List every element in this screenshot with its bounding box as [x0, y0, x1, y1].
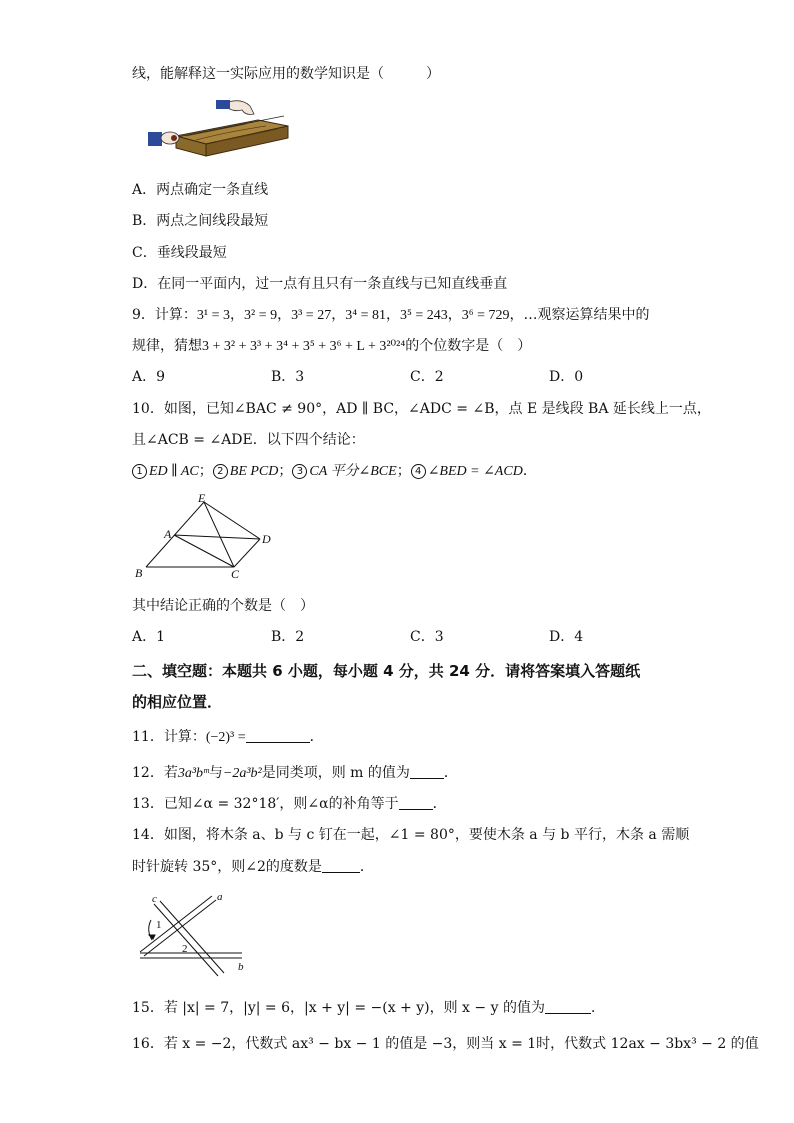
q10-geometry-figure: [130, 492, 280, 584]
stick-label-c: c: [152, 893, 157, 905]
q9-prefix: 9．计算：: [132, 307, 197, 323]
q12-post: 是同类项，则 m 的值为: [261, 765, 410, 781]
label-A: A: [164, 527, 172, 541]
q14-sticks-figure: [132, 890, 252, 980]
q12-term-2: −2a³b²: [222, 766, 262, 781]
q10-option-b: B．2: [271, 629, 305, 645]
q10-option-d: D．4: [549, 629, 584, 645]
q9-option-c: C．2: [410, 369, 444, 385]
q10-conclusion-3: CA 平分∠BCE: [309, 464, 397, 479]
q14-line2: [132, 857, 374, 877]
q9-power-2: 3² = 9: [244, 308, 278, 323]
label-B: B: [135, 566, 143, 580]
q12-mid: 与: [208, 765, 223, 781]
q15-text: 15．若 |x| = 7，|y| = 6，|x + y| = −(x + y)，则 x − y 的值为: [132, 1000, 545, 1016]
q15-answer-blank[interactable]: [545, 999, 591, 1014]
section-heading-line1: 二、填空题：本题共 6 小题，每小题 4 分，共 24 分．请将答案填入答题纸: [132, 662, 641, 680]
q11-prefix: 11．计算：: [132, 729, 206, 745]
q12-end: ．: [443, 765, 458, 781]
q10-conclusion-2: BE PCD: [229, 464, 279, 479]
q9-line2-pre: 规律，猜想: [132, 338, 202, 354]
q13-answer-blank[interactable]: [399, 795, 433, 810]
stick-label-a: a: [217, 891, 223, 903]
q12-prefix: 12．若: [132, 765, 178, 781]
stick-label-b: b: [238, 961, 244, 973]
q12-term-1: 3a³bᵐ: [177, 766, 209, 781]
angle-label-2: 2: [182, 943, 188, 955]
q10-line2: 且∠ACB = ∠ADE．以下四个结论：: [132, 432, 365, 448]
q10-question: 其中结论正确的个数是（ ）: [132, 598, 314, 614]
q9-expression: 3 + 3² + 3³ + 3⁴ + 3⁵ + 3⁶ + L + 3²⁰²⁴: [202, 339, 406, 354]
q12-answer-blank[interactable]: [410, 764, 444, 779]
q11-expression: (−2)³ =: [205, 730, 246, 745]
q16: 16．若 x = −2，代数式 ax³ − bx − 1 的值是 −3，则当 x = 1时，代数式 12ax − 3bx³ − 2 的值: [132, 1036, 759, 1052]
q10-line1: 10．如图，已知∠BAC ≠ 90°，AD ∥ BC，∠ADC = ∠B，点 E 是线段 BA 延长线上一点，: [132, 401, 711, 417]
q8-option-d: D．在同一平面内，过一点有且只有一条直线与已知直线垂直: [132, 276, 508, 292]
circle-4-icon: 4: [411, 464, 426, 479]
q9-line2-post: 的个位数字是（ ）: [405, 338, 532, 354]
q10-option-c: C．3: [410, 629, 444, 645]
q13-end: ．: [432, 796, 447, 812]
q8-option-a: A．两点确定一条直线: [132, 182, 269, 198]
q14-line1: 14．如图，将木条 a、b 与 c 钉在一起，∠1 = 80°，要使木条 a 与 b 平行，木条 a 需顺: [132, 827, 690, 843]
q9-option-b: B．3: [271, 369, 305, 385]
q9-power-4: 3⁴ = 81: [345, 308, 386, 323]
plank-illustration: [146, 98, 296, 160]
q9-power-3: 3³ = 27: [291, 308, 332, 323]
q9-power-1: 3¹ = 3: [196, 308, 231, 323]
q12: [132, 763, 458, 784]
q11: [132, 727, 324, 748]
q15: [132, 998, 605, 1018]
label-D: D: [262, 532, 271, 546]
q10-conclusions: 1 ED ∥ AC； 2 BE PCD； 3 CA 平分∠BCE； 4 ∠BED = ∠ACD．: [132, 461, 537, 482]
q9-option-a: A．9: [132, 369, 166, 385]
q11-answer-blank[interactable]: [246, 728, 310, 743]
q9-line1: 9．计算：3¹ = 3，3² = 9，3³ = 27，3⁴ = 81，3⁵ = 243，3⁶ = 729，…观察运算结果中的: [132, 307, 650, 323]
q9-option-d: D．0: [549, 369, 584, 385]
q10-conclusion-1: ED ∥ AC: [149, 464, 199, 479]
q10-conclusion-4: ∠BED = ∠ACD: [427, 464, 523, 479]
q14-answer-blank[interactable]: [322, 858, 360, 873]
q14-end: ．: [359, 859, 374, 875]
circle-2-icon: 2: [213, 464, 228, 479]
q9-power-5: 3⁵ = 243: [399, 308, 448, 323]
q8-option-c: C．垂线段最短: [132, 245, 227, 261]
q9-line2: [132, 336, 531, 357]
q8-option-b: B．两点之间线段最短: [132, 213, 269, 229]
q10-option-a: A．1: [132, 629, 166, 645]
circle-3-icon: 3: [292, 464, 307, 479]
q9-suffix: ，…观察运算结果中的: [509, 307, 650, 323]
label-C: C: [231, 567, 240, 581]
circle-1-icon: 1: [132, 464, 147, 479]
angle-label-1: 1: [156, 919, 162, 931]
q13-text: 13．已知∠α = 32°18′，则∠α的补角等于: [132, 796, 399, 812]
q14-line2-text: 时针旋转 35°，则∠2的度数是: [132, 859, 322, 875]
q8-stem: 线，能解释这一实际应用的数学知识是（ ）: [132, 66, 440, 82]
q11-end: ．: [309, 729, 324, 745]
q15-end: ．: [590, 1000, 605, 1016]
label-E: E: [198, 492, 206, 505]
q13: [132, 794, 447, 814]
section-heading-line2: 的相应位置．: [132, 693, 223, 711]
q9-power-6: 3⁶ = 729: [461, 308, 510, 323]
